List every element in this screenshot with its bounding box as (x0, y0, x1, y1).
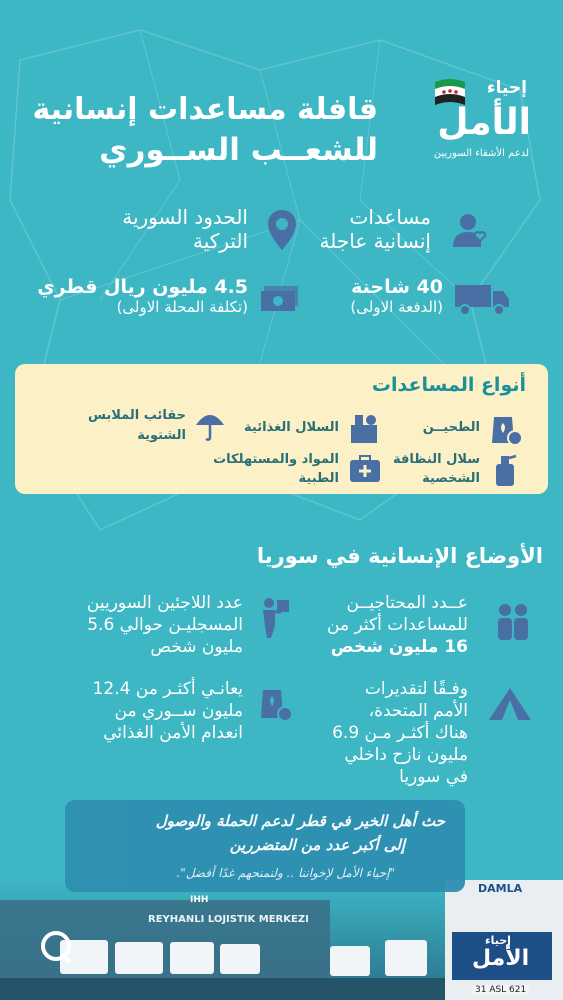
call-to-action-bubble (65, 800, 465, 892)
stat-food (93, 678, 243, 744)
umbrella-icon (194, 409, 226, 443)
stat-food-line2: مليون ســوري من (114, 701, 243, 721)
building-sign: REYHANLI LOJISTIK MERKEZI (148, 914, 309, 925)
fact-aid-line1: مساعدات (349, 205, 431, 229)
fact-border-line2: التركية (193, 229, 248, 253)
banner-main-text: الأمل (472, 946, 530, 971)
ihyaa-alamal-logo (405, 78, 535, 164)
fact-cost-line1: 4.5 مليون ريال قطري (37, 276, 248, 298)
flour-sack-icon (488, 411, 522, 447)
ihh-sign: IHH (190, 895, 209, 905)
aid-medical-line1: المواد والمستهلكات (213, 452, 339, 467)
truck-icon (453, 283, 511, 317)
stat-un-line2: الأمم المتحدة، (368, 701, 468, 721)
fact-cost-line2: (تكلفة المحلة الاولى) (116, 298, 248, 316)
banknote-icon (260, 284, 300, 314)
stat-un-line5: في سوريا (399, 767, 468, 787)
bubble-line2: إلى أكبر عدد من المتضررين (229, 836, 405, 854)
aid-flour: الطحيــن (422, 420, 480, 435)
fact-trucks-line2: (الدفعة الاولى) (350, 298, 443, 316)
stat-needy (327, 592, 468, 658)
bubble-line1: حث أهل الخير في قطر لدعم الحملة والوصول (155, 812, 445, 830)
stat-food-line1: يعانـي أكثـر من 12.4 (92, 679, 243, 699)
stat-needy-line2: للمساعدات أكثر من (327, 615, 468, 635)
aid-food-baskets: السلال الغذائية (244, 420, 339, 435)
location-pin-icon (266, 208, 298, 252)
stat-refugees (87, 592, 243, 658)
stat-needy-line1: عــدد المحتاجيــن (346, 593, 468, 613)
aid-winter-clothes-line1: حقائب الملابس (88, 408, 186, 423)
person-heart-icon (450, 211, 490, 251)
medical-kit-icon (348, 454, 382, 484)
aid-medical-line2: الطبية (298, 471, 339, 486)
logo-main-text: الأمل (437, 102, 531, 143)
stat-un-line4: مليون نازح داخلي (344, 745, 468, 765)
truck-brand: DAMLA (478, 882, 523, 895)
fact-trucks-line1: 40 شاحنة (351, 276, 443, 298)
situation-title: الأوضاع الإنسانية في سوريا (256, 544, 543, 568)
fact-border-line1: الحدود السورية (122, 205, 248, 229)
bubble-quote: "إحياء الأمل لإخواننا .. ولنمنحهم غدًا أفضل". (176, 866, 395, 880)
convoy-photo (0, 880, 563, 1000)
qatar-charity-logo-icon (38, 928, 74, 964)
tent-icon (487, 686, 533, 722)
stat-needy-line3: 16 مليون شخص (330, 637, 468, 657)
page-title-line2: للشعــب الســوري (99, 132, 378, 168)
fact-border (122, 205, 248, 253)
aid-types-panel (15, 364, 548, 494)
food-basket-icon (347, 411, 381, 445)
logo-top-text: إحياء (486, 78, 527, 98)
aid-winter-clothes-line2: الشتوية (137, 428, 186, 443)
stat-un (332, 678, 468, 788)
hygiene-bottle-icon (490, 452, 520, 488)
logo-subtitle: لدعم الأشقاء السوريين (433, 148, 529, 159)
fact-cost (37, 276, 248, 316)
people-group-icon (493, 600, 533, 642)
page-title-line1: قافلة مساعدات إنسانية (32, 92, 378, 127)
fact-aid (320, 205, 431, 253)
fact-trucks (350, 276, 443, 316)
truck-plate: 31 ASL 621 (472, 985, 529, 995)
stat-refugees-line2: المسجليـن حوالي 5.6 (87, 615, 243, 635)
stat-refugees-line3: مليون شخص (150, 637, 243, 657)
banner-top-text: إحياء (485, 934, 511, 947)
stat-food-line3: انعدام الأمن الغذائي (103, 723, 243, 743)
fact-aid-line2: إنسانية عاجلة (319, 229, 431, 253)
aid-hygiene-line1: سلال النظافة (392, 452, 480, 467)
aid-types-title: أنواع المساعدات (371, 374, 526, 396)
stat-refugees-line1: عدد اللاجئين السوريين (86, 593, 243, 613)
stat-un-line3: هناك أكثـر مـن 6.9 (332, 723, 468, 743)
refugee-carrying-icon (253, 596, 293, 640)
food-insecurity-icon (257, 684, 293, 724)
aid-hygiene-line2: الشخصية (422, 471, 480, 486)
stat-un-line1: وفـقًا لتقديرات (364, 679, 468, 699)
